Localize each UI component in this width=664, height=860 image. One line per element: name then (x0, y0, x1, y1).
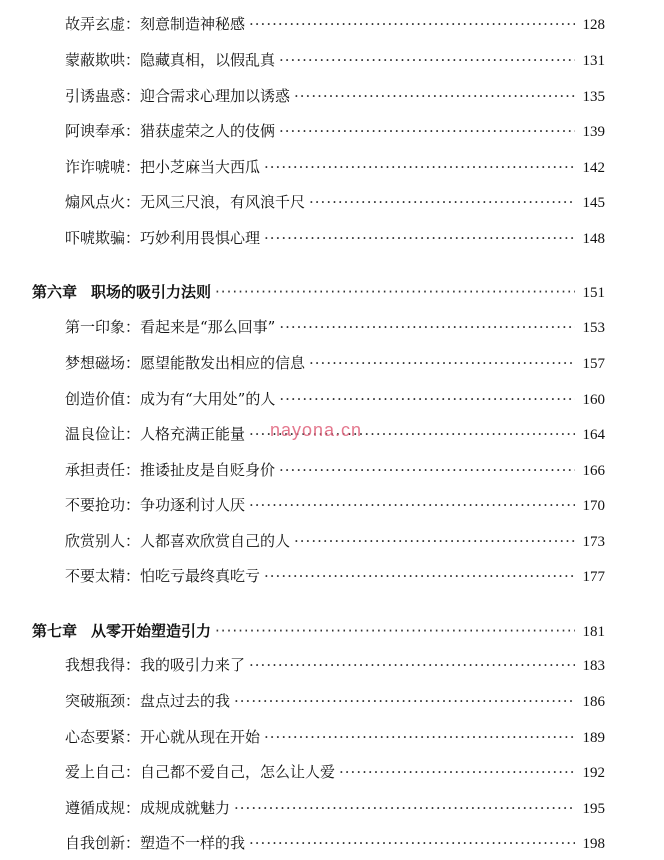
toc-entry-title: 心态要紧：开心就从现在开始 (65, 728, 261, 746)
toc-entry (65, 385, 605, 413)
toc-entry (65, 723, 605, 751)
toc-entry-page: 153 (582, 320, 605, 336)
toc-entry-title: 承担责任：推诿扯皮是自贬身价 (65, 461, 276, 479)
dot-leader (279, 456, 575, 484)
dot-leader (264, 562, 575, 590)
toc-entry-page: 183 (582, 658, 605, 674)
toc-entry-page: 139 (582, 124, 605, 140)
toc-entry (65, 10, 605, 38)
toc-entry (65, 687, 605, 715)
toc-entry-page: 170 (582, 498, 605, 514)
dot-leader (339, 758, 575, 786)
toc-entry-title: 不要太精：怕吃亏最终真吃亏 (65, 567, 261, 585)
toc-entry-title: 阿谀奉承：猎获虚荣之人的伎俩 (65, 122, 276, 140)
dot-leader (249, 491, 575, 519)
toc-entry-page: 164 (582, 427, 605, 443)
dot-leader (264, 723, 575, 751)
dot-leader (294, 82, 575, 110)
toc-entry-page: 157 (582, 356, 605, 372)
dot-leader (234, 687, 575, 715)
dot-leader (294, 527, 575, 555)
chapter-page: 151 (582, 285, 605, 301)
toc-entry-title: 故弄玄虚：刻意制造神秘感 (65, 15, 246, 33)
toc-entry (65, 224, 605, 252)
toc-entry-title: 引诱蛊惑：迎合需求心理加以诱惑 (65, 87, 291, 105)
dot-leader (234, 794, 575, 822)
dot-leader (249, 10, 575, 38)
toc-chapter-heading (32, 278, 605, 306)
toc-entry (65, 456, 605, 484)
toc-entry (65, 758, 605, 786)
toc-entry (65, 313, 605, 341)
dot-leader (279, 117, 575, 145)
chapter-number: 第七章 (32, 622, 78, 640)
toc-entry-page: 192 (582, 765, 605, 781)
toc-entry-title: 蒙蔽欺哄：隐藏真相，以假乱真 (65, 51, 276, 69)
toc-entry-page: 177 (582, 569, 605, 585)
toc-entry-page: 186 (582, 694, 605, 710)
toc-entry (65, 188, 605, 216)
toc-entry-title: 温良俭让：人格充满正能量 (65, 425, 246, 443)
toc-entry-page: 142 (582, 160, 605, 176)
toc-entry (65, 562, 605, 590)
toc-entry-page: 128 (582, 17, 605, 33)
toc-entry (65, 349, 605, 377)
toc-entry-page: 145 (582, 195, 605, 211)
dot-leader (279, 46, 575, 74)
toc-entry-title: 创造价值：成为有“大用处”的人 (65, 390, 276, 408)
toc-entry-page: 195 (582, 801, 605, 817)
toc-entry (65, 829, 605, 857)
dot-leader (309, 349, 575, 377)
dot-leader (264, 224, 575, 252)
toc-entry-title: 梦想磁场：愿望能散发出相应的信息 (65, 354, 306, 372)
toc-entry-page: 131 (582, 53, 605, 69)
chapter-title: 从零开始塑造引力 (91, 622, 212, 640)
watermark-text: nayona.cn (270, 420, 363, 440)
chapter-number: 第六章 (32, 283, 78, 301)
toc-entry-page: 198 (582, 836, 605, 852)
dot-leader (309, 188, 575, 216)
toc-chapter-heading (32, 617, 605, 645)
toc-entry-title: 第一印象：看起来是“那么回事” (65, 318, 276, 336)
toc-entry (65, 491, 605, 519)
toc-entry-page: 166 (582, 463, 605, 479)
toc-entry-title: 欣赏别人：人都喜欢欣赏自己的人 (65, 532, 291, 550)
toc-entry (65, 46, 605, 74)
toc-entry-title: 诈诈唬唬：把小芝麻当大西瓜 (65, 158, 261, 176)
dot-leader (215, 278, 575, 306)
dot-leader (215, 617, 575, 645)
toc-entry-title: 突破瓶颈：盘点过去的我 (65, 692, 231, 710)
toc-entry (65, 117, 605, 145)
toc-entry-title: 我想我得：我的吸引力来了 (65, 656, 246, 674)
dot-leader (264, 153, 575, 181)
dot-leader (249, 651, 575, 679)
toc-entry-page: 173 (582, 534, 605, 550)
chapter-title: 职场的吸引力法则 (91, 283, 212, 301)
toc-entry-title: 遵循成规：成规成就魅力 (65, 799, 231, 817)
chapter-page: 181 (582, 624, 605, 640)
toc-entry-title: 自我创新：塑造不一样的我 (65, 834, 246, 852)
toc-entry-page: 148 (582, 231, 605, 247)
toc-entry-page: 189 (582, 730, 605, 746)
toc-entry (65, 153, 605, 181)
toc-entry (65, 82, 605, 110)
toc-entry-page: 160 (582, 392, 605, 408)
toc-entry (65, 527, 605, 555)
toc-entry (65, 794, 605, 822)
toc-entry-title: 吓唬欺骗：巧妙利用畏惧心理 (65, 229, 261, 247)
toc-entry-title: 爱上自己：自己都不爱自己，怎么让人爱 (65, 763, 336, 781)
toc-entry-page: 135 (582, 89, 605, 105)
toc-entry (65, 651, 605, 679)
dot-leader (279, 313, 575, 341)
dot-leader (249, 829, 575, 857)
dot-leader (279, 385, 575, 413)
toc-entry-title: 不要抢功：争功逐利讨人厌 (65, 496, 246, 514)
toc-entry-title: 煽风点火：无风三尺浪，有风浪千尺 (65, 193, 306, 211)
